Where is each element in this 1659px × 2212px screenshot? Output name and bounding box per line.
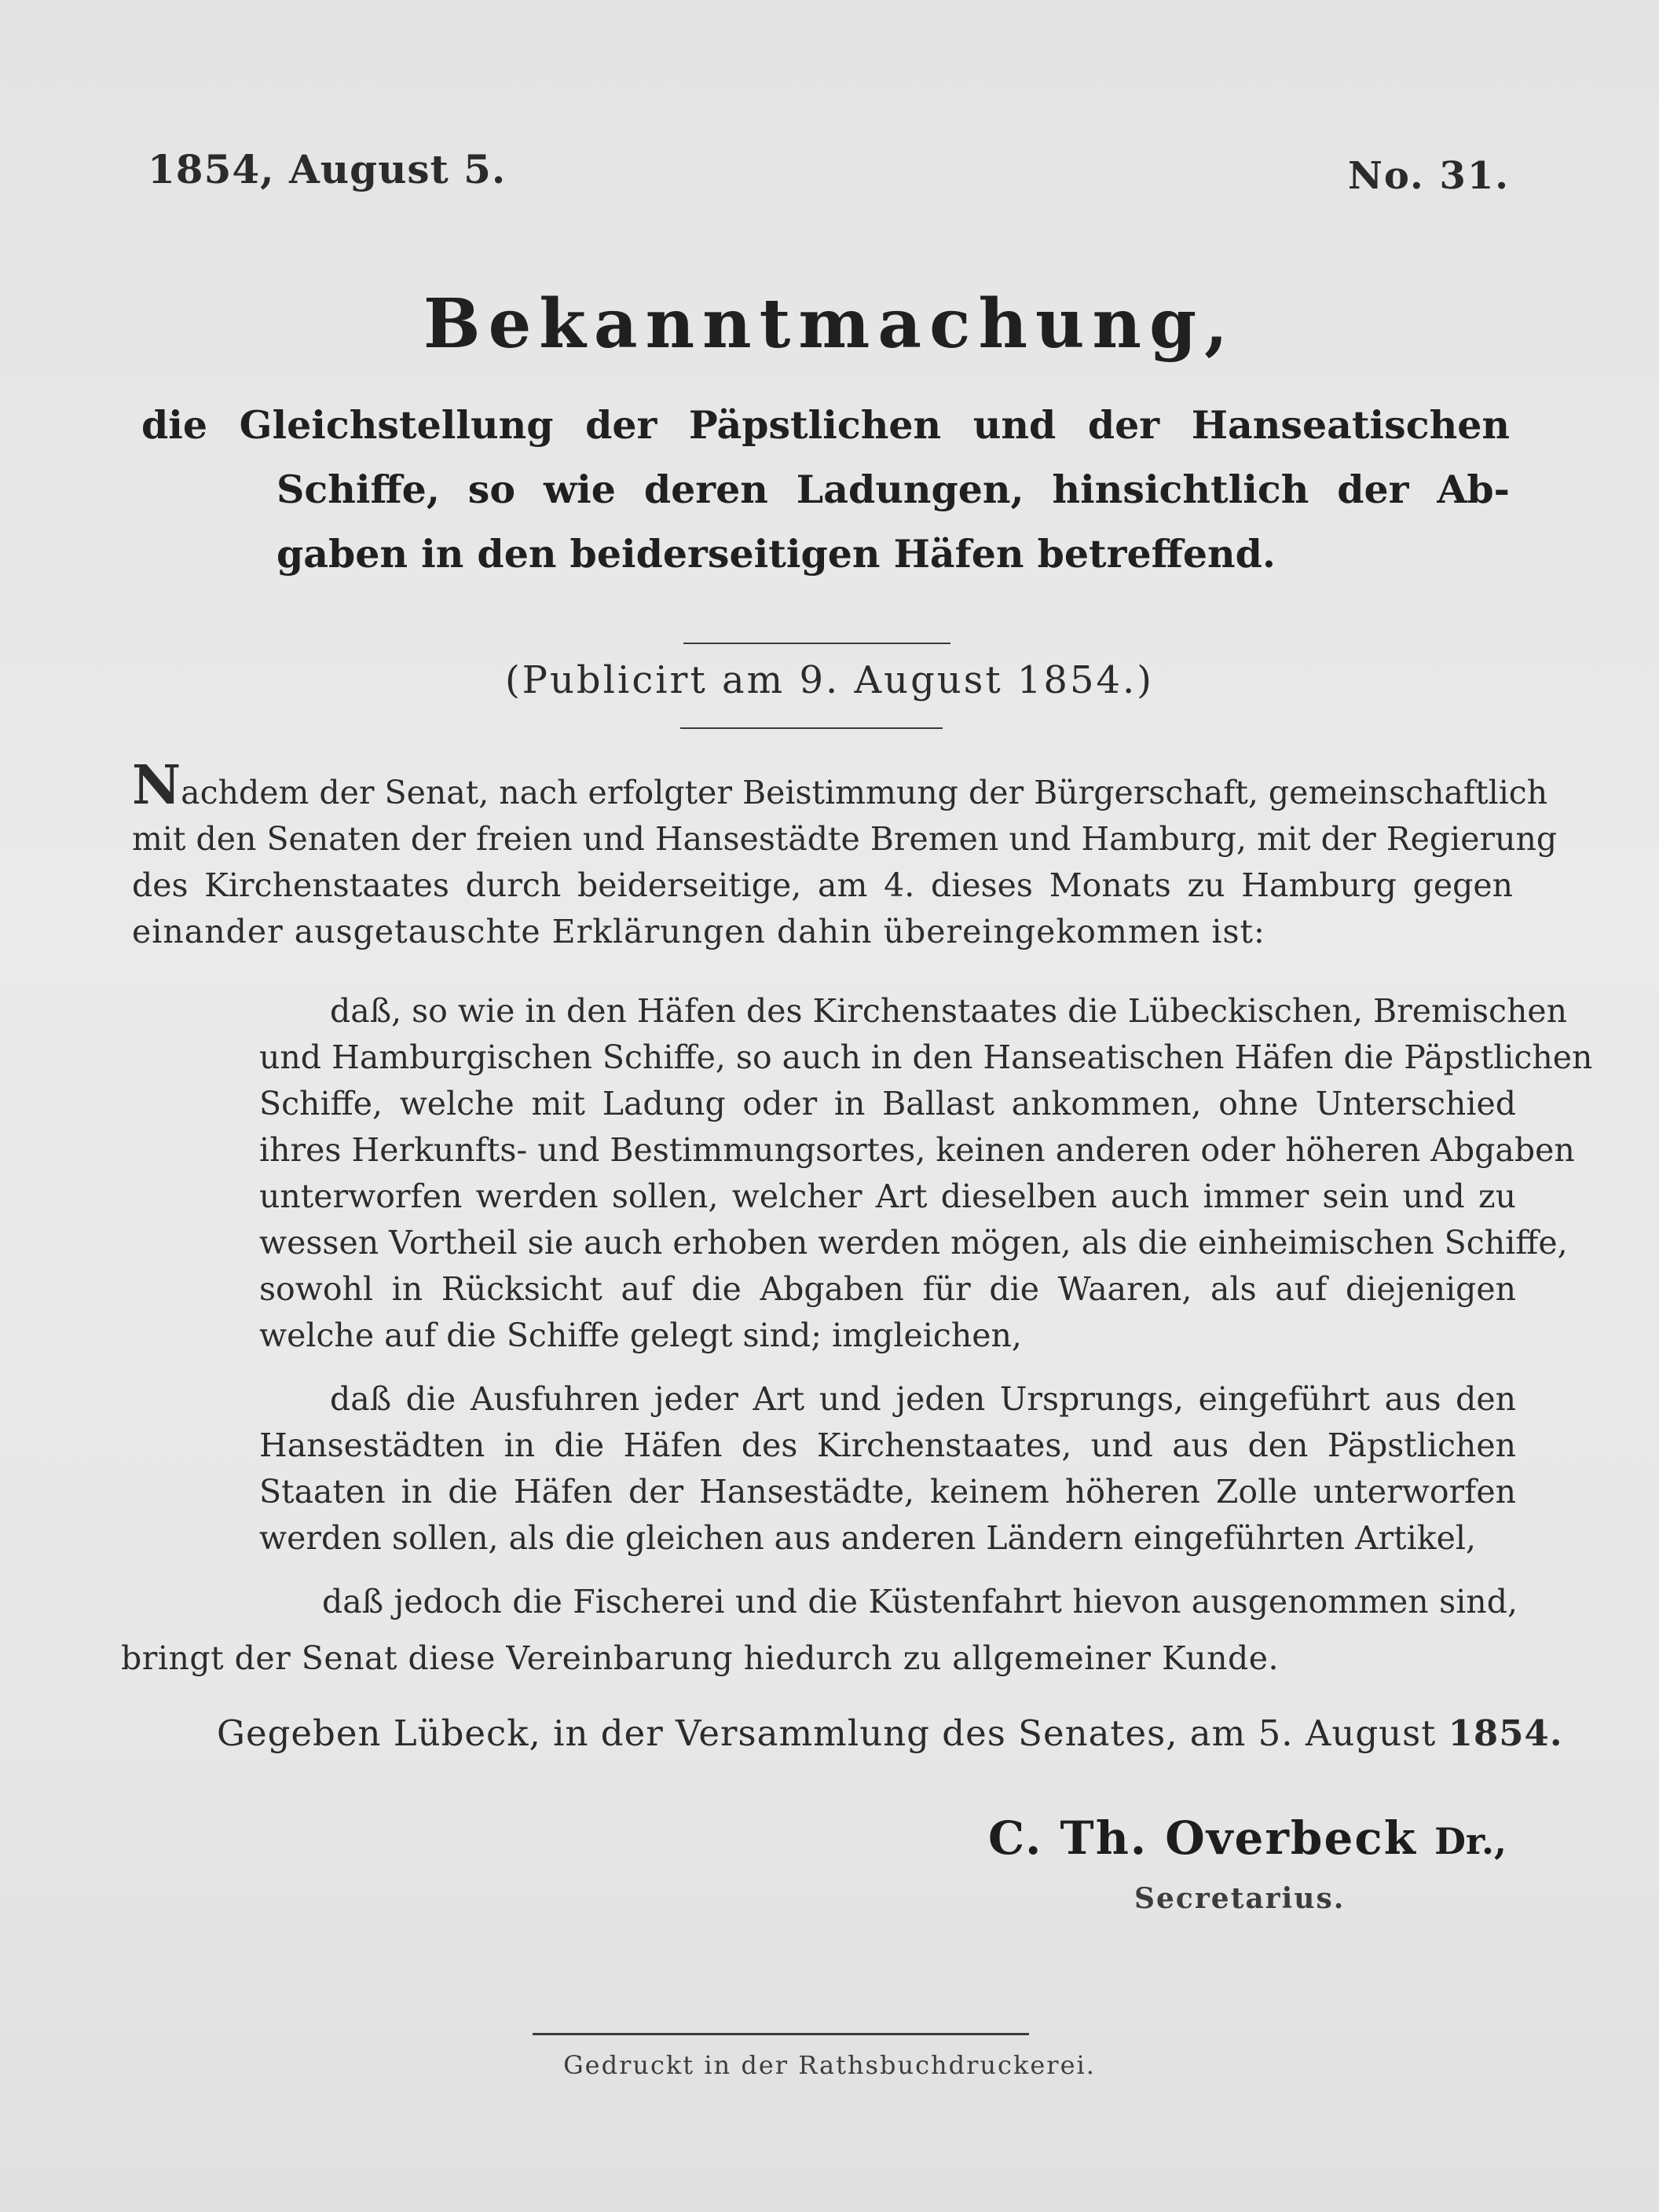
clause-line: daß jedoch die Fischerei und die Küstenfahrt hievon ausgenommen sind, [322, 1583, 1518, 1621]
subtitle-line: gaben in den beiderseitigen Häfen betreffend. [276, 531, 1276, 577]
clause-line: wessen Vortheil sie auch erhoben werden mögen, als die einheimischen Schiffe, [259, 1224, 1568, 1262]
intro-line: einander ausgetauschte Erklärungen dahin übereingekommen ist: [132, 913, 1265, 950]
closing-sentence [121, 1635, 1280, 1682]
clause-1 [259, 988, 1593, 1359]
document-subtitle [141, 393, 1508, 586]
drop-cap: N [132, 754, 181, 817]
signature-name: C. Th. Overbeck [988, 1811, 1417, 1865]
divider-bottom [680, 727, 943, 729]
divider-top [683, 643, 950, 644]
clause-line: unterworfen werden sollen, welcher Art dieselben auch immer sein und zu [259, 1177, 1516, 1215]
subtitle-line: Schiffe, so wie deren Ladungen, hinsichtlich der Ab- [276, 467, 1510, 512]
signature-title: Dr., [1434, 1820, 1507, 1862]
given-line [217, 1712, 1563, 1754]
clause-line: ihres Herkunfts- und Bestimmungsortes, keinen anderen oder höheren Abgaben [259, 1131, 1575, 1169]
intro-line-text: achdem der Senat, nach erfolgter Beistimmung der Bürgerschaft, gemeinschaftlich [181, 774, 1548, 811]
clause-line: Hansestädten in die Häfen des Kirchenstaates, und aus den Päpstlichen [259, 1426, 1516, 1464]
signature-role: Secretarius. [1134, 1882, 1346, 1915]
clause-line: daß die Ausfuhren jeder Art und jeden Ursprungs, eingeführt aus den [330, 1380, 1516, 1418]
footer-divider [533, 2033, 1029, 2035]
clause-line: welche auf die Schiffe gelegt sind; imgleichen, [259, 1317, 1022, 1354]
closing-line: bringt der Senat diese Vereinbarung hiedurch zu allgemeiner Kunde. [121, 1639, 1280, 1677]
intro-line [132, 754, 1548, 817]
clause-line: und Hamburgischen Schiffe, so auch in den Hanseatischen Häfen die Päpstlichen [259, 1038, 1593, 1076]
printer-imprint: Gedruckt in der Rathsbuchdruckerei. [563, 2050, 1096, 2080]
signature [988, 1811, 1507, 1865]
intro-line: des Kirchenstaates durch beiderseitige, am 4. dieses Monats zu Hamburg gegen [132, 866, 1513, 904]
document-date: 1854, August 5. [148, 146, 507, 192]
given-year: 1854. [1448, 1712, 1563, 1754]
given-text: Gegeben Lübeck, in der Versammlung des Senates, am 5. August [217, 1712, 1437, 1754]
clause-line: daß, so wie in den Häfen des Kirchenstaates die Lübeckischen, Bremischen [330, 992, 1568, 1030]
clause-line: sowohl in Rücksicht auf die Abgaben für die Waaren, als auf diejenigen [259, 1270, 1516, 1308]
clause-3 [322, 1579, 1518, 1625]
document-title: Bekanntmachung, [423, 284, 1236, 364]
clause-line: werden sollen, als die gleichen aus anderen Ländern eingeführten Artikel, [259, 1519, 1476, 1557]
publication-note: (Publicirt am 9. August 1854.) [504, 658, 1155, 702]
clause-line: Schiffe, welche mit Ladung oder in Ballast ankommen, ohne Unterschied [259, 1085, 1516, 1122]
intro-paragraph [132, 754, 1558, 955]
subtitle-line: die Gleichstellung der Päpstlichen und der Hanseatischen [141, 402, 1510, 448]
document-number: No. 31. [1348, 154, 1510, 198]
clause-line: Staaten in die Häfen der Hansestädte, keinem höheren Zolle unterworfen [259, 1473, 1516, 1511]
intro-line: mit den Senaten der freien und Hansestädte Bremen und Hamburg, mit der Regierung [132, 820, 1558, 858]
clause-2 [259, 1376, 1516, 1562]
